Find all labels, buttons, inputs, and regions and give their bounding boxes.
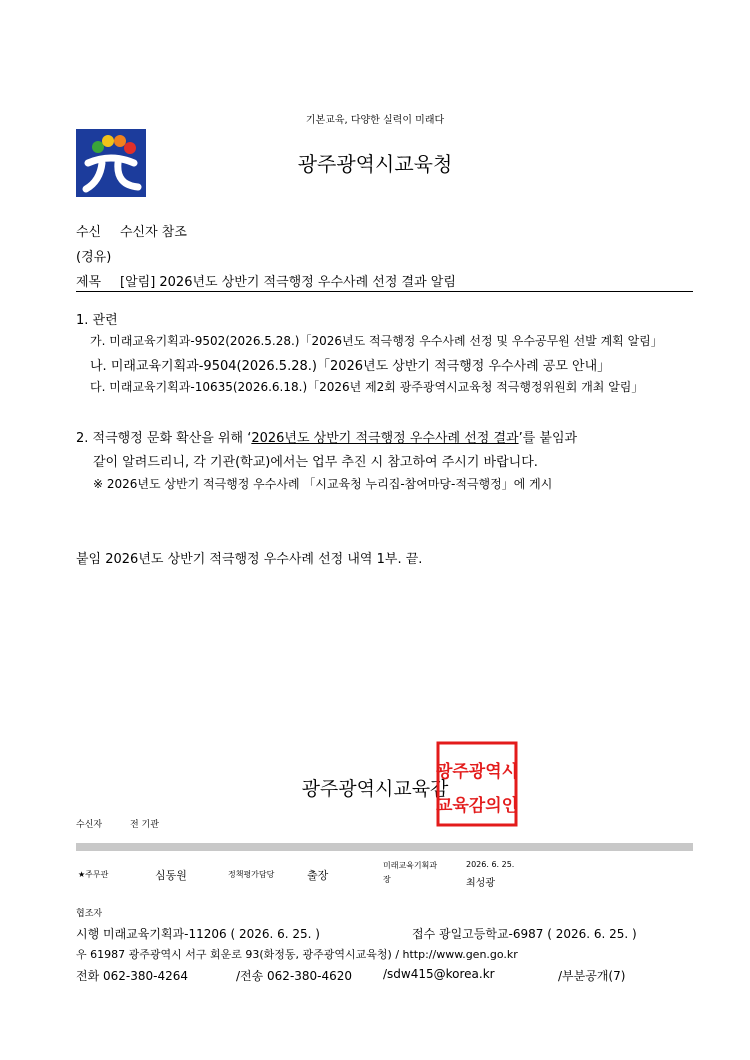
motto: 기본교육, 다양한 실력이 미래다: [305, 115, 445, 126]
approval-date: 2026. 6. 25.: [466, 860, 515, 869]
reviewer-role: 정책평가담당: [228, 870, 275, 879]
subject-label: 제목: [76, 275, 102, 290]
org-title: 광주광역시교육청: [297, 152, 453, 176]
head-name: 최성광: [466, 878, 495, 889]
svg-text:광주광역시: 광주광역시: [436, 762, 518, 782]
disclosure: /부분공개(7): [558, 969, 626, 983]
item1-title: 1. 관련: [76, 313, 118, 328]
svg-text:교육감의인: 교육감의인: [436, 796, 518, 816]
head-role: 미래교육기획과: [383, 861, 438, 870]
distribution-value: 전 기관: [130, 820, 159, 830]
approval-separator-bar: [76, 843, 693, 851]
subject-value: [알림] 2026년도 상반기 적극행정 우수사례 선정 결과 알림: [120, 275, 456, 290]
fax: /전송 062-380-4620: [236, 969, 353, 983]
recipient-value: 수신자 참조: [120, 225, 187, 240]
item1-sub-a: 가. 미래교육기획과-9502(2026.5.28.)「2026년도 적극행정 우수사례 선정 및 우수공무원 선발 계획 알림」: [90, 334, 663, 348]
address-line: 우 61987 광주광역시 서구 회운로 93(화정동, 광주광역시교육청) / http://www.gen.go.kr: [76, 948, 518, 961]
item2-line2: 같이 알려드리니, 각 기관(학교)에서는 업무 추진 시 참고하여 주시기 바랍니다.: [93, 455, 538, 470]
email[interactable]: /sdw415@korea.kr: [383, 967, 495, 981]
subject-divider: [76, 291, 693, 292]
issuer-name: 광주광역시교육감: [301, 778, 449, 800]
phone: 전화 062-380-4264: [76, 969, 189, 983]
exec-line: 시행 미래교육기획과-11206 ( 2026. 6. 25. ): [76, 927, 320, 941]
officer-role: ★주무관: [78, 870, 109, 879]
attachment-line: 붙임 2026년도 상반기 적극행정 우수사례 선정 내역 1부. 끝.: [76, 552, 423, 567]
officer-name: 심동원: [155, 869, 187, 882]
distribution-label: 수신자: [76, 820, 103, 830]
recipient-label: 수신: [76, 225, 102, 240]
reviewer-status: 출장: [307, 869, 329, 882]
item2-note: ※ 2026년도 상반기 적극행정 우수사례 「시교육청 누리집-참여마당-적극행정」에 게시: [93, 477, 553, 491]
via-label: (경유): [76, 250, 112, 265]
official-seal: [436, 741, 518, 827]
item1-sub-c: 다. 미래교육기획과-10635(2026.6.18.)「2026년 제2회 광주광역시교육청 적극행정위원회 개최 알림」: [90, 380, 644, 394]
head-role-suffix: 장: [383, 875, 391, 884]
cooperator-label: 협조자: [76, 909, 103, 919]
item2-underlined-title: 2026년도 상반기 적극행정 우수사례 선정 결과: [251, 431, 519, 446]
receipt-line: 접수 광일고등학교-6987 ( 2026. 6. 25. ): [412, 927, 637, 941]
item1-sub-b: 나. 미래교육기획과-9504(2026.5.28.)「2026년도 상반기 적극행정 우수사례 공모 안내」: [90, 359, 611, 374]
item2-line1: 2. 적극행정 문화 확산을 위해 ‘2026년도 상반기 적극행정 우수사례 선정 결과’를 붙임과: [76, 431, 578, 446]
